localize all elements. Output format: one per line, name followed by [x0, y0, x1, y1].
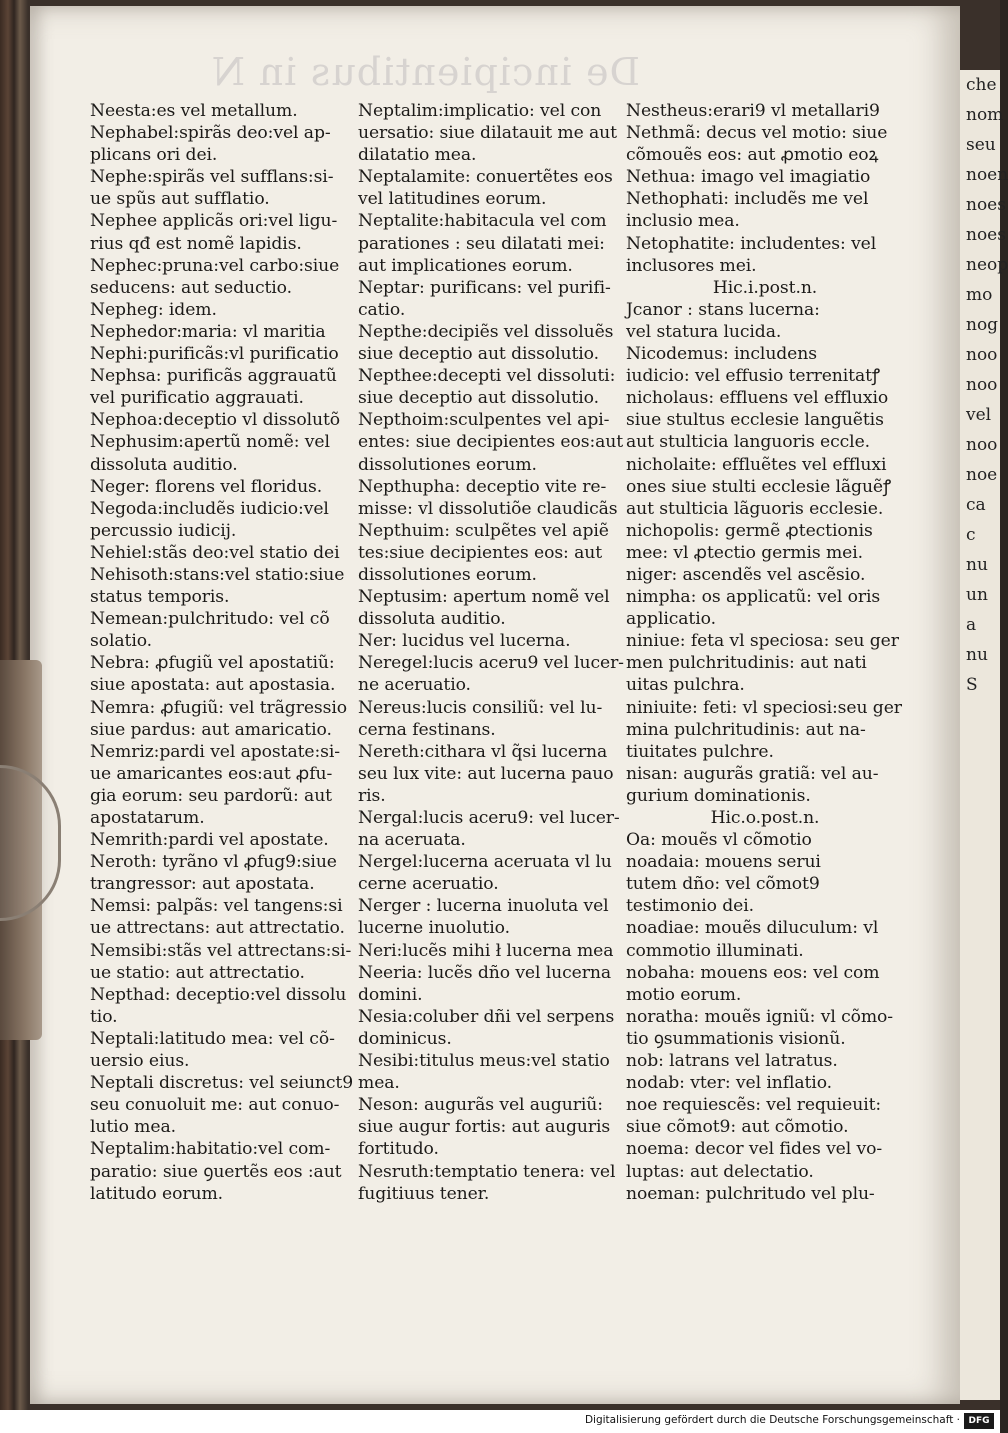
text-line: Nethua: imago vel imagiatio: [626, 167, 871, 188]
text-line: tes:siue decipientes eos: aut: [358, 542, 603, 563]
text-line: tutem dño: vel cõmot9: [626, 874, 820, 895]
text-line: Neson: augurãs vel auguriũ:: [358, 1095, 603, 1116]
text-line: misse: vl dissolutiõe claudicãs: [358, 498, 618, 519]
text-line: ue attrectans: aut attrectatio.: [90, 918, 345, 939]
facing-page-line: nog: [966, 315, 999, 335]
text-line: Nerger : lucerna inuoluta vel: [358, 896, 609, 917]
text-line: men pulchritudinis: aut nati: [626, 653, 867, 674]
facing-page-line: neop: [966, 255, 1008, 275]
text-line: motio eorum.: [626, 984, 742, 1005]
text-line: gia eorum: seu pardorũ: aut: [90, 785, 332, 806]
text-line: ones siue stulti ecclesie lãguẽꝭ: [626, 476, 892, 497]
text-line: Neri:lucẽs mihi ł lucerna mea: [358, 940, 614, 961]
text-line: Nephabel:spirãs deo:vel ap-: [90, 123, 331, 144]
text-line: vel latitudines eorum.: [358, 189, 547, 210]
facing-page-line: nu: [966, 555, 988, 575]
text-line: catio.: [358, 299, 406, 320]
text-line: niger: ascendẽs vel ascẽsio.: [626, 564, 866, 585]
text-line: tio ꝯsummationis visionũ.: [626, 1028, 846, 1049]
facing-page-fragment: [960, 70, 1008, 1400]
text-line: commotio illuminati.: [626, 940, 804, 961]
text-line: Nemrith:pardi vel apostate.: [90, 830, 329, 851]
text-line: testimonio dei.: [626, 896, 754, 917]
text-line: dissolutiones eorum.: [358, 454, 537, 475]
text-line: Neptalite:habitacula vel com: [358, 211, 607, 232]
text-line: nob: latrans vel latratus.: [626, 1051, 838, 1072]
facing-page-line: che: [966, 75, 997, 95]
text-line: Nemsibi:stãs vel attrectans:si-: [90, 940, 352, 961]
text-line: siue deceptio aut dissolutio.: [358, 388, 599, 409]
text-line: Neger: florens vel floridus.: [90, 476, 323, 497]
text-line: niniuite: feti: vl speciosi:seu ger: [626, 697, 902, 718]
text-line: apostatarum.: [90, 808, 205, 828]
text-line: Ner: lucidus vel lucerna.: [358, 631, 571, 652]
text-line: status temporis.: [90, 587, 230, 608]
text-line: nicholaus: effluens vel effluxio: [626, 388, 889, 409]
text-line: uersio eius.: [90, 1051, 190, 1072]
facing-page-line: a: [966, 615, 977, 635]
text-line: Neptalamite: conuertẽtes eos: [358, 167, 613, 188]
text-line: Nesia:coluber dñi vel serpens: [358, 1006, 615, 1027]
text-line: ue amaricantes eos:aut ꝓfu-: [90, 763, 333, 784]
text-line: percussio iudicij.: [90, 520, 237, 541]
text-line: siue pardus: aut amaricatio.: [90, 719, 332, 740]
text-line: Nesruth:temptatio tenera: vel: [358, 1161, 616, 1182]
text-line: cerna festinans.: [358, 719, 496, 740]
facing-page-line: noo: [966, 435, 998, 455]
text-line: Hic.i.post.n.: [712, 277, 818, 298]
text-line: noadaia: mouens serui: [626, 852, 821, 873]
text-line: Neptali discretus: vel seiunct9: [90, 1073, 354, 1094]
text-line: dominicus.: [358, 1028, 452, 1049]
text-line: tiuitates pulchre.: [626, 741, 774, 762]
text-line: ue spũs aut sufflatio.: [90, 189, 270, 210]
text-line: mina pulchritudinis: aut na-: [626, 719, 866, 740]
text-line: Nemriz:pardi vel apostate:si-: [90, 741, 341, 762]
text-line: ue statio: aut attrectatio.: [90, 962, 305, 983]
facing-page-line: noo: [966, 345, 998, 365]
text-line: Nepthupha: deceptio vite re-: [358, 476, 607, 497]
text-line: Nereus:lucis consiliũ: vel lu-: [358, 697, 603, 718]
text-line: nimpha: os applicatũ: vel oris: [626, 587, 881, 608]
text-line: noema: decor vel fides vel vo-: [626, 1139, 883, 1160]
text-line: siue augur fortis: aut auguris: [358, 1117, 611, 1138]
facing-page-line: c: [966, 525, 976, 545]
text-line: Neptar: purificans: vel purifi-: [358, 277, 611, 298]
text-line: Nebra: ꝓfugiũ vel apostatiũ:: [90, 653, 335, 674]
facing-page-line: S: [966, 675, 978, 695]
text-line: na aceruata.: [358, 830, 466, 851]
text-line: Netophatite: includentes: vel: [626, 233, 877, 254]
text-line: Nephi:purificãs:vl purificatio: [90, 344, 339, 365]
text-line: Nephe:spirãs vel sufflans:si-: [90, 167, 334, 188]
text-line: Nepthoim:sculpentes vel api-: [358, 410, 610, 431]
text-line: Nephedor:maria: vl maritia: [90, 321, 326, 342]
text-line: domini.: [358, 984, 423, 1005]
text-column-left: [90, 100, 358, 1205]
text-line: Nepthad: deceptio:vel dissolu: [90, 984, 347, 1005]
text-line: rius qđ est nomẽ lapidis.: [90, 233, 302, 254]
text-line: cõmouẽs eos: aut ꝓmotio eoꝝ: [626, 145, 879, 166]
text-line: Nicodemus: includens: [626, 344, 817, 365]
text-line: luptas: aut delectatio.: [626, 1161, 814, 1182]
text-line: mea.: [358, 1073, 400, 1094]
text-line: aut stulticia languoris eccle.: [626, 432, 871, 453]
text-line: inclusores mei.: [626, 255, 757, 276]
facing-page-line: noen: [966, 165, 1008, 185]
facing-page-line: noes: [966, 225, 1006, 245]
text-line: siue apostata: aut apostasia.: [90, 675, 336, 696]
text-line: trangressor: aut apostata.: [90, 874, 315, 895]
text-line: siue cõmot9: aut cõmotio.: [626, 1117, 849, 1138]
text-line: aut implicationes eorum.: [358, 255, 573, 276]
text-line: Neroth: tyrãno vl ꝓfug9:siue: [90, 852, 337, 873]
text-line: nodab: vter: vel inflatio.: [626, 1073, 833, 1094]
text-line: nobaha: mouens eos: vel com: [626, 962, 880, 983]
text-line: siue stultus ecclesie languẽtis: [626, 410, 884, 431]
text-line: dissolutiones eorum.: [358, 564, 537, 585]
text-line: Neptalim:habitatio:vel com-: [90, 1139, 331, 1160]
text-line: Nephoa:deceptio vl dissolutõ: [90, 410, 341, 431]
text-line: Neptali:latitudo mea: vel cõ-: [90, 1028, 335, 1049]
text-line: plicans ori dei.: [90, 145, 218, 166]
text-line: noeman: pulchritudo vel plu-: [626, 1183, 875, 1204]
text-line: tio.: [90, 1006, 118, 1027]
text-line: Nergel:lucerna aceruata vl lu: [358, 852, 612, 873]
text-line: vel purificatio aggrauati.: [90, 388, 304, 409]
text-line: Nepthee:decepti vel dissoluti:: [358, 366, 616, 387]
text-line: Nephee applicãs ori:vel ligu-: [90, 211, 338, 232]
facing-page-line: seu: [966, 135, 996, 155]
text-column-right: [626, 100, 904, 1205]
text-line: Nepthe:decipiẽs vel dissoluẽs: [358, 321, 614, 342]
text-line: Nephec:pruna:vel carbo:siue: [90, 255, 340, 276]
text-line: seducens: aut seductio.: [90, 277, 292, 298]
text-line: Neptusim: apertum nomẽ vel: [358, 587, 610, 608]
text-line: Nemra: ꝓfugiũ: vel trãgressio: [90, 697, 347, 718]
text-column-middle: [358, 100, 626, 1205]
text-line: Nepheg: idem.: [90, 299, 217, 320]
text-line: Nergal:lucis aceru9: vel lucer-: [358, 808, 620, 828]
text-line: Nestheus:erari9 vl metallari9: [626, 101, 880, 121]
text-line: lucerne inuolutio.: [358, 918, 510, 939]
text-line: paratio: siue ꝯuertẽs eos :aut: [90, 1161, 342, 1182]
text-line: inclusio mea.: [626, 211, 740, 232]
text-line: solatio.: [90, 631, 153, 652]
text-line: niniue: feta vl speciosa: seu ger: [626, 631, 899, 652]
running-head-bleedthrough: De incipientibus in N: [210, 50, 640, 94]
text-line: dissoluta auditio.: [358, 609, 506, 630]
facing-page-line: noe: [966, 465, 998, 485]
text-line: entes: siue decipientes eos:aut: [358, 432, 624, 453]
facing-page-line: noes: [966, 195, 1006, 215]
text-line: Nereth:cithara vl q̃si lucerna: [358, 741, 608, 762]
facing-page-line: ca: [966, 495, 986, 515]
text-line: Negoda:includẽs iudicio:vel: [90, 498, 329, 519]
text-line: noratha: mouẽs igniũ: vl cõmo-: [626, 1006, 894, 1027]
text-line: ris.: [358, 785, 386, 806]
text-line: mee: vl ꝓtectio germis mei.: [626, 542, 863, 563]
text-line: Neregel:lucis aceru9 vel lucer-: [358, 653, 624, 674]
text-line: parationes : seu dilatati mei:: [358, 233, 605, 254]
text-line: noadiae: mouẽs diluculum: vl: [626, 918, 879, 939]
text-line: seu conuoluit me: aut conuo-: [90, 1095, 340, 1116]
dfg-logo: DFG: [964, 1413, 994, 1429]
text-line: uersatio: siue dilatauit me aut: [358, 123, 617, 144]
text-line: Jcanor : stans lucerna:: [626, 299, 820, 320]
text-line: cerne aceruatio.: [358, 874, 499, 895]
text-line: dissoluta auditio.: [90, 454, 238, 475]
facing-page-line: vel: [966, 405, 992, 425]
facing-page-line: nom: [966, 105, 1004, 125]
text-line: latitudo eorum.: [90, 1183, 224, 1204]
text-line: nisan: augurãs gratiã: vel au-: [626, 763, 879, 784]
text-line: Hic.o.post.n.: [710, 808, 820, 828]
text-line: fortitudo.: [358, 1139, 439, 1160]
text-line: Nemsi: palpãs: vel tangens:si: [90, 896, 343, 917]
text-line: uitas pulchra.: [626, 675, 745, 696]
text-line: Nethophati: includẽs me vel: [626, 189, 869, 210]
text-line: gurium dominationis.: [626, 785, 811, 806]
text-line: Nesibi:titulus meus:vel statio: [358, 1051, 610, 1072]
text-line: applicatio.: [626, 609, 716, 630]
facing-page-line: noo: [966, 375, 998, 395]
text-line: Nemean:pulchritudo: vel cõ: [90, 609, 330, 630]
text-line: fugitiuus tener.: [358, 1183, 490, 1204]
text-line: Neeria: lucẽs dño vel lucerna: [358, 962, 611, 983]
text-line: aut stulticia lãguoris ecclesie.: [626, 498, 884, 519]
text-line: seu lux vite: aut lucerna pauo: [358, 763, 614, 784]
text-line: noe requiescẽs: vel requieuit:: [626, 1095, 882, 1116]
text-line: iudicio: vel effusio terrenitatꝭ: [626, 366, 880, 387]
facing-page-line: mo: [966, 285, 993, 305]
text-line: Nethmã: decus vel motio: siue: [626, 123, 888, 144]
text-line: siue deceptio aut dissolutio.: [358, 344, 599, 365]
text-line: ne aceruatio.: [358, 675, 471, 696]
text-line: Nehiel:stãs deo:vel statio dei: [90, 542, 340, 563]
text-line: nichopolis: germẽ ꝓtectionis: [626, 520, 873, 541]
text-line: vel statura lucida.: [626, 321, 782, 342]
text-line: Nepthuim: sculpẽtes vel apiẽ: [358, 520, 609, 541]
footer-credit: Digitalisierung gefördert durch die Deutsche Forschungsgemeinschaft ·: [584, 1414, 960, 1426]
text-line: Neptalim:implicatio: vel con: [358, 101, 602, 121]
facing-page-line: un: [966, 585, 988, 605]
text-line: lutio mea.: [90, 1117, 176, 1138]
text-line: Oa: mouẽs vl cõmotio: [626, 830, 812, 851]
text-line: dilatatio mea.: [358, 145, 477, 166]
text-line: Nephsa: purificãs aggrauatũ: [90, 366, 337, 387]
facing-page-line: nu: [966, 645, 988, 665]
digitization-footer: [0, 1410, 1000, 1433]
text-line: Neesta:es vel metallum.: [90, 101, 298, 121]
text-line: nicholaite: effluẽtes vel effluxi: [626, 454, 887, 475]
text-line: Nehisoth:stans:vel statio:siue: [90, 564, 345, 585]
text-line: Nephusim:apertũ nomẽ: vel: [90, 432, 330, 453]
